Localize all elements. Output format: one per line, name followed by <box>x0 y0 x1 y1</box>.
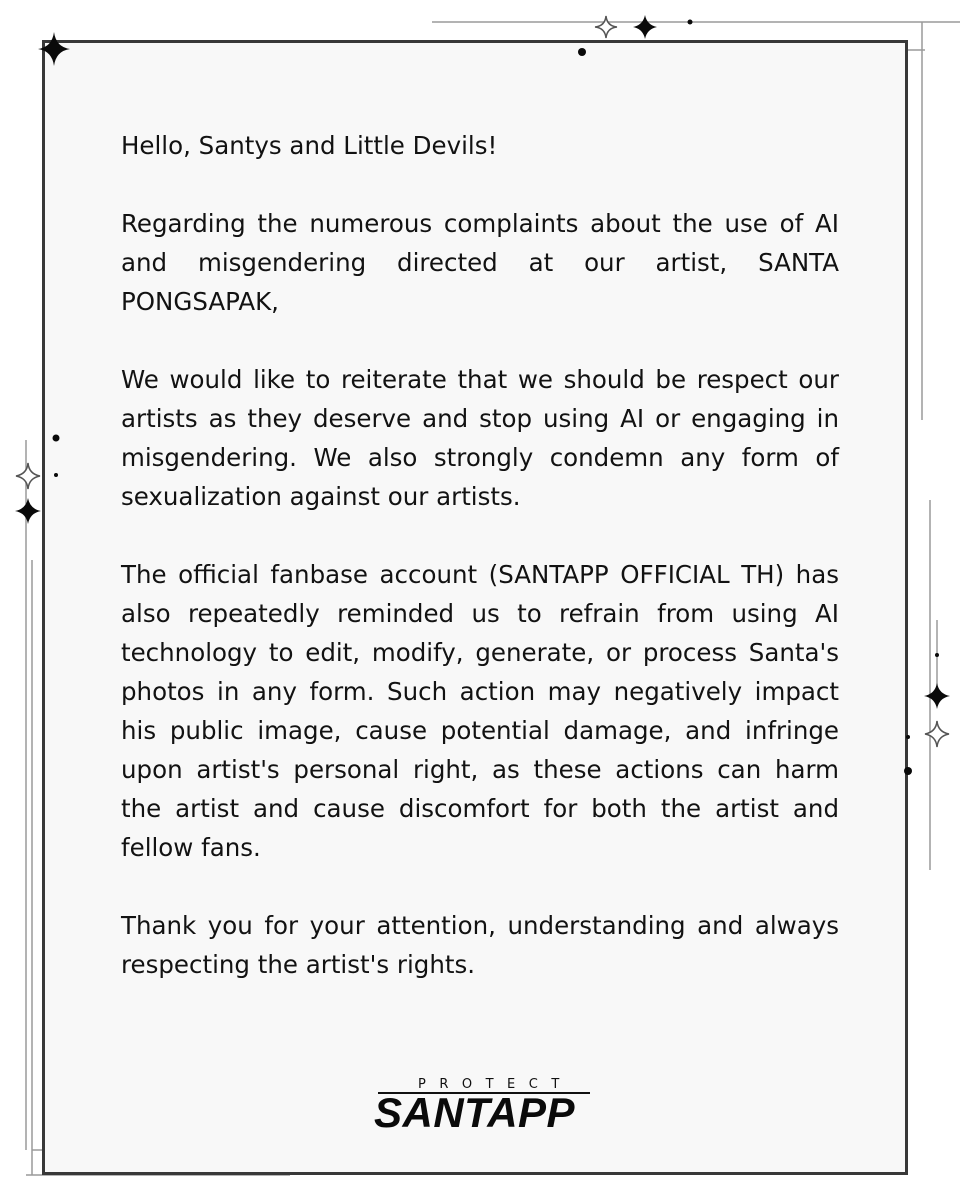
letter-body <box>121 126 839 1023</box>
fanbase-paragraph: The official fanbase account (SANTAPP OFFICIAL TH) has also repeatedly reminded us to refrain from using AI technology to edit, modify, generate, or process Santa's photos in any form. Such action may negatively impact his public image, cause potential damage, and infringe upon artist's personal right, as these actions can harm the artist and cause discomfort for both the artist and fellow fans. <box>121 560 839 862</box>
logo-main-text: SANTAPP <box>374 1089 576 1136</box>
thank-you-paragraph: Thank you for your attention, understanding and always respecting the artist's rights. <box>121 911 839 979</box>
protect-santapp-logo <box>370 1078 590 1134</box>
complaint-paragraph: Regarding the numerous complaints about the use of AI and misgendering directed at our artist, SANTA PONGSAPAK, <box>121 209 839 316</box>
reiterate-paragraph: We would like to reiterate that we should be respect our artists as they deserve and stop using AI or engaging in misgendering. We also strongly condemn any form of sexualization against our artists. <box>121 365 839 511</box>
greeting-paragraph: Hello, Santys and Little Devils! <box>121 131 498 160</box>
logo-top-text: PROTECT <box>418 1077 573 1092</box>
